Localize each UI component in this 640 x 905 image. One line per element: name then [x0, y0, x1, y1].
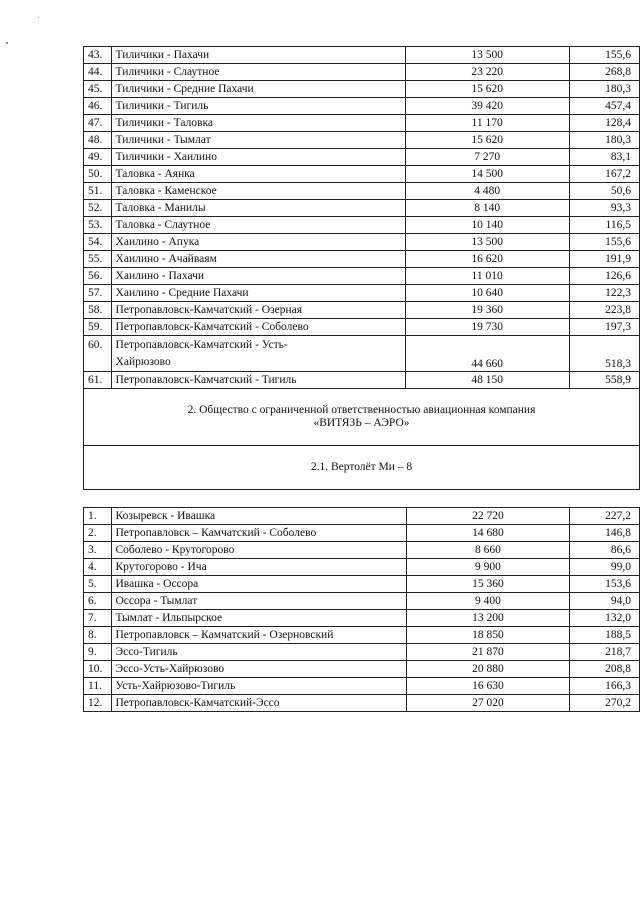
- route-name: Петропавловск-Камчатский - Тигиль: [111, 372, 405, 389]
- table-row: [84, 627, 640, 644]
- table-row: [84, 576, 640, 593]
- passenger-fare: 13 200: [406, 610, 569, 627]
- cost-value: 116,5: [569, 217, 639, 234]
- route-name: Таловка - Манилы: [111, 200, 405, 217]
- passenger-fare: 21 870: [406, 644, 569, 661]
- cost-value: 167,2: [569, 166, 639, 183]
- row-number: 11.: [84, 678, 112, 695]
- table-row: [84, 64, 640, 81]
- row-number: 8.: [84, 627, 112, 644]
- table-row: [84, 372, 640, 389]
- cost-value: 146,8: [570, 525, 640, 542]
- route-name: Тиличики - Тымлат: [111, 132, 405, 149]
- section-heading: [84, 389, 640, 446]
- row-number: 52.: [84, 200, 112, 217]
- row-number: 9.: [84, 644, 112, 661]
- table-row: [84, 234, 640, 251]
- table-row: [84, 661, 640, 678]
- row-number: 61.: [84, 372, 112, 389]
- table-row: [84, 149, 640, 166]
- route-name: Крутогорово - Ича: [111, 559, 406, 576]
- row-number: 57.: [84, 285, 112, 302]
- row-number: 44.: [84, 64, 112, 81]
- cost-value: 99,0: [570, 559, 640, 576]
- row-number: 58.: [84, 302, 112, 319]
- row-number: 1.: [84, 508, 112, 525]
- passenger-fare: 8 660: [406, 542, 569, 559]
- cost-value: 457,4: [569, 98, 639, 115]
- table-row: [84, 319, 640, 336]
- route-name: Тиличики - Таловка: [111, 115, 405, 132]
- route-name: Тиличики - Средние Пахачи: [111, 81, 405, 98]
- passenger-fare: 14 500: [405, 166, 569, 183]
- cost-value: 223,8: [569, 302, 639, 319]
- cost-value: 227,2: [570, 508, 640, 525]
- table-row: [84, 695, 640, 712]
- cost-value: 166,3: [570, 678, 640, 695]
- row-number: 12.: [84, 695, 112, 712]
- table-row: [84, 542, 640, 559]
- row-number: 53.: [84, 217, 112, 234]
- cost-value: 218,7: [570, 644, 640, 661]
- cost-value: 208,8: [570, 661, 640, 678]
- route-name: Козыревск - Ивашка: [111, 508, 406, 525]
- route-name: Эссо-Усть-Хайрюзово: [111, 661, 406, 678]
- cost-value: 191,9: [569, 251, 639, 268]
- table-row: [84, 268, 640, 285]
- row-number: 2.: [84, 525, 112, 542]
- cost-value: 50,6: [569, 183, 639, 200]
- fare-table-lower: [83, 507, 640, 712]
- passenger-fare: 39 420: [405, 98, 569, 115]
- table-row: [84, 644, 640, 661]
- subsection-heading: 2.1. Вертолёт Ми – 8: [84, 446, 640, 490]
- section-heading-line2: «ВИТЯЗЬ – АЭРО»: [313, 417, 410, 429]
- scan-speck: [6, 42, 8, 44]
- table-row: [84, 200, 640, 217]
- passenger-fare: 18 850: [406, 627, 569, 644]
- fare-table-upper-tail: [84, 336, 640, 490]
- table-row: [84, 251, 640, 268]
- passenger-fare: 13 500: [405, 47, 569, 64]
- row-number: 46.: [84, 98, 112, 115]
- route-name: [111, 336, 405, 372]
- route-name: Хаилино - Пахачи: [111, 268, 405, 285]
- cost-value: 155,6: [569, 234, 639, 251]
- row-number: 5.: [84, 576, 112, 593]
- passenger-fare: 22 720: [406, 508, 569, 525]
- cost-value: 180,3: [569, 132, 639, 149]
- passenger-fare: 16 630: [406, 678, 569, 695]
- passenger-fare: 10 640: [405, 285, 569, 302]
- section-heading-line1: 2. Общество с ограниченной ответственностью авиационная компания: [187, 404, 536, 416]
- route-name: Эссо-Тигиль: [111, 644, 406, 661]
- route-name: Хаилино - Апука: [111, 234, 405, 251]
- route-name: Хаилино - Ачайваям: [111, 251, 405, 268]
- cost-value: 94,0: [570, 593, 640, 610]
- route-name-line1: Петропавловск-Камчатский - Усть-: [115, 339, 288, 351]
- table-row: [84, 302, 640, 319]
- passenger-fare: 16 620: [405, 251, 569, 268]
- passenger-fare: 27 020: [406, 695, 569, 712]
- route-name: Хаилино - Средние Пахачи: [111, 285, 405, 302]
- cost-value: 197,3: [569, 319, 639, 336]
- cost-value: 155,6: [569, 47, 639, 64]
- table-row: [84, 132, 640, 149]
- table-row: [84, 166, 640, 183]
- cost-value: 180,3: [569, 81, 639, 98]
- row-number: 7.: [84, 610, 112, 627]
- row-number: 10.: [84, 661, 112, 678]
- cost-value: 86,6: [570, 542, 640, 559]
- table-row: [84, 115, 640, 132]
- row-number: 50.: [84, 166, 112, 183]
- passenger-fare: 19 730: [405, 319, 569, 336]
- route-name: Усть-Хайрюзово-Тигиль: [111, 678, 406, 695]
- passenger-fare: 48 150: [405, 372, 569, 389]
- table-row: [84, 336, 640, 372]
- passenger-fare: 15 360: [406, 576, 569, 593]
- row-number: 48.: [84, 132, 112, 149]
- row-number: 47.: [84, 115, 112, 132]
- passenger-fare: 11 010: [405, 268, 569, 285]
- table-row: [84, 183, 640, 200]
- row-number: 3.: [84, 542, 112, 559]
- passenger-fare: 15 620: [405, 132, 569, 149]
- row-number: 56.: [84, 268, 112, 285]
- passenger-fare: 4 480: [405, 183, 569, 200]
- cost-value: 132,0: [570, 610, 640, 627]
- row-number: 49.: [84, 149, 112, 166]
- table-row: [84, 217, 640, 234]
- route-name: Тиличики - Слаутное: [111, 64, 405, 81]
- route-name: Таловка - Каменское: [111, 183, 405, 200]
- passenger-fare: 44 660: [405, 336, 569, 372]
- fare-table-upper: [83, 46, 640, 490]
- cost-value: 268,8: [569, 64, 639, 81]
- passenger-fare: 20 880: [406, 661, 569, 678]
- cost-value: 558,9: [569, 372, 639, 389]
- passenger-fare: 23 220: [405, 64, 569, 81]
- table-row: [84, 508, 640, 525]
- table-row: [84, 98, 640, 115]
- passenger-fare: 9 400: [406, 593, 569, 610]
- table-row: [84, 678, 640, 695]
- cost-value: 126,6: [569, 268, 639, 285]
- route-name: Оссора - Тымлат: [111, 593, 406, 610]
- route-name: Петропавловск-Камчатский-Эссо: [111, 695, 406, 712]
- passenger-fare: 7 270: [405, 149, 569, 166]
- route-name: Ивашка - Оссора: [111, 576, 406, 593]
- route-name: Петропавловск – Камчатский - Соболево: [111, 525, 406, 542]
- row-number: 51.: [84, 183, 112, 200]
- route-name: Петропавловск – Камчатский - Озерновский: [111, 627, 406, 644]
- route-name: Тымлат - Ильпырское: [111, 610, 406, 627]
- cost-value: 188,5: [570, 627, 640, 644]
- route-name: Тиличики - Хаилино: [111, 149, 405, 166]
- passenger-fare: 8 140: [405, 200, 569, 217]
- row-number: 55.: [84, 251, 112, 268]
- table-row: [84, 610, 640, 627]
- route-name: Соболево - Крутогорово: [111, 542, 406, 559]
- subsection-heading-row: [84, 446, 640, 490]
- passenger-fare: 11 170: [405, 115, 569, 132]
- fare-table-upper-body: [84, 47, 640, 336]
- section-heading-row: [84, 389, 640, 446]
- route-name: Таловка - Слаутное: [111, 217, 405, 234]
- route-name: Таловка - Аянка: [111, 166, 405, 183]
- table-row: [84, 47, 640, 64]
- row-number: 60.: [84, 336, 112, 372]
- row-number: 59.: [84, 319, 112, 336]
- table-row: [84, 559, 640, 576]
- row-number: 4.: [84, 559, 112, 576]
- row-number: 6.: [84, 593, 112, 610]
- scan-speck: [38, 17, 39, 18]
- route-name-line2: Хайрюзово: [115, 356, 171, 368]
- cost-value: 270,2: [570, 695, 640, 712]
- passenger-fare: 9 900: [406, 559, 569, 576]
- cost-value: 518,3: [569, 336, 639, 372]
- cost-value: 128,4: [569, 115, 639, 132]
- fare-table-lower-body: [84, 508, 640, 712]
- route-name: Тиличики - Пахачи: [111, 47, 405, 64]
- table-row: [84, 81, 640, 98]
- cost-value: 93,3: [569, 200, 639, 217]
- passenger-fare: 13 500: [405, 234, 569, 251]
- row-number: 43.: [84, 47, 112, 64]
- table-row: [84, 593, 640, 610]
- table-row: [84, 525, 640, 542]
- route-name: Тиличики - Тигиль: [111, 98, 405, 115]
- row-number: 54.: [84, 234, 112, 251]
- route-name: Петропавловск-Камчатский - Соболево: [111, 319, 405, 336]
- route-name: Петропавловск-Камчатский - Озерная: [111, 302, 405, 319]
- passenger-fare: 15 620: [405, 81, 569, 98]
- passenger-fare: 14 680: [406, 525, 569, 542]
- cost-value: 83,1: [569, 149, 639, 166]
- passenger-fare: 19 360: [405, 302, 569, 319]
- cost-value: 153,6: [570, 576, 640, 593]
- passenger-fare: 10 140: [405, 217, 569, 234]
- row-number: 45.: [84, 81, 112, 98]
- cost-value: 122,3: [569, 285, 639, 302]
- table-row: [84, 285, 640, 302]
